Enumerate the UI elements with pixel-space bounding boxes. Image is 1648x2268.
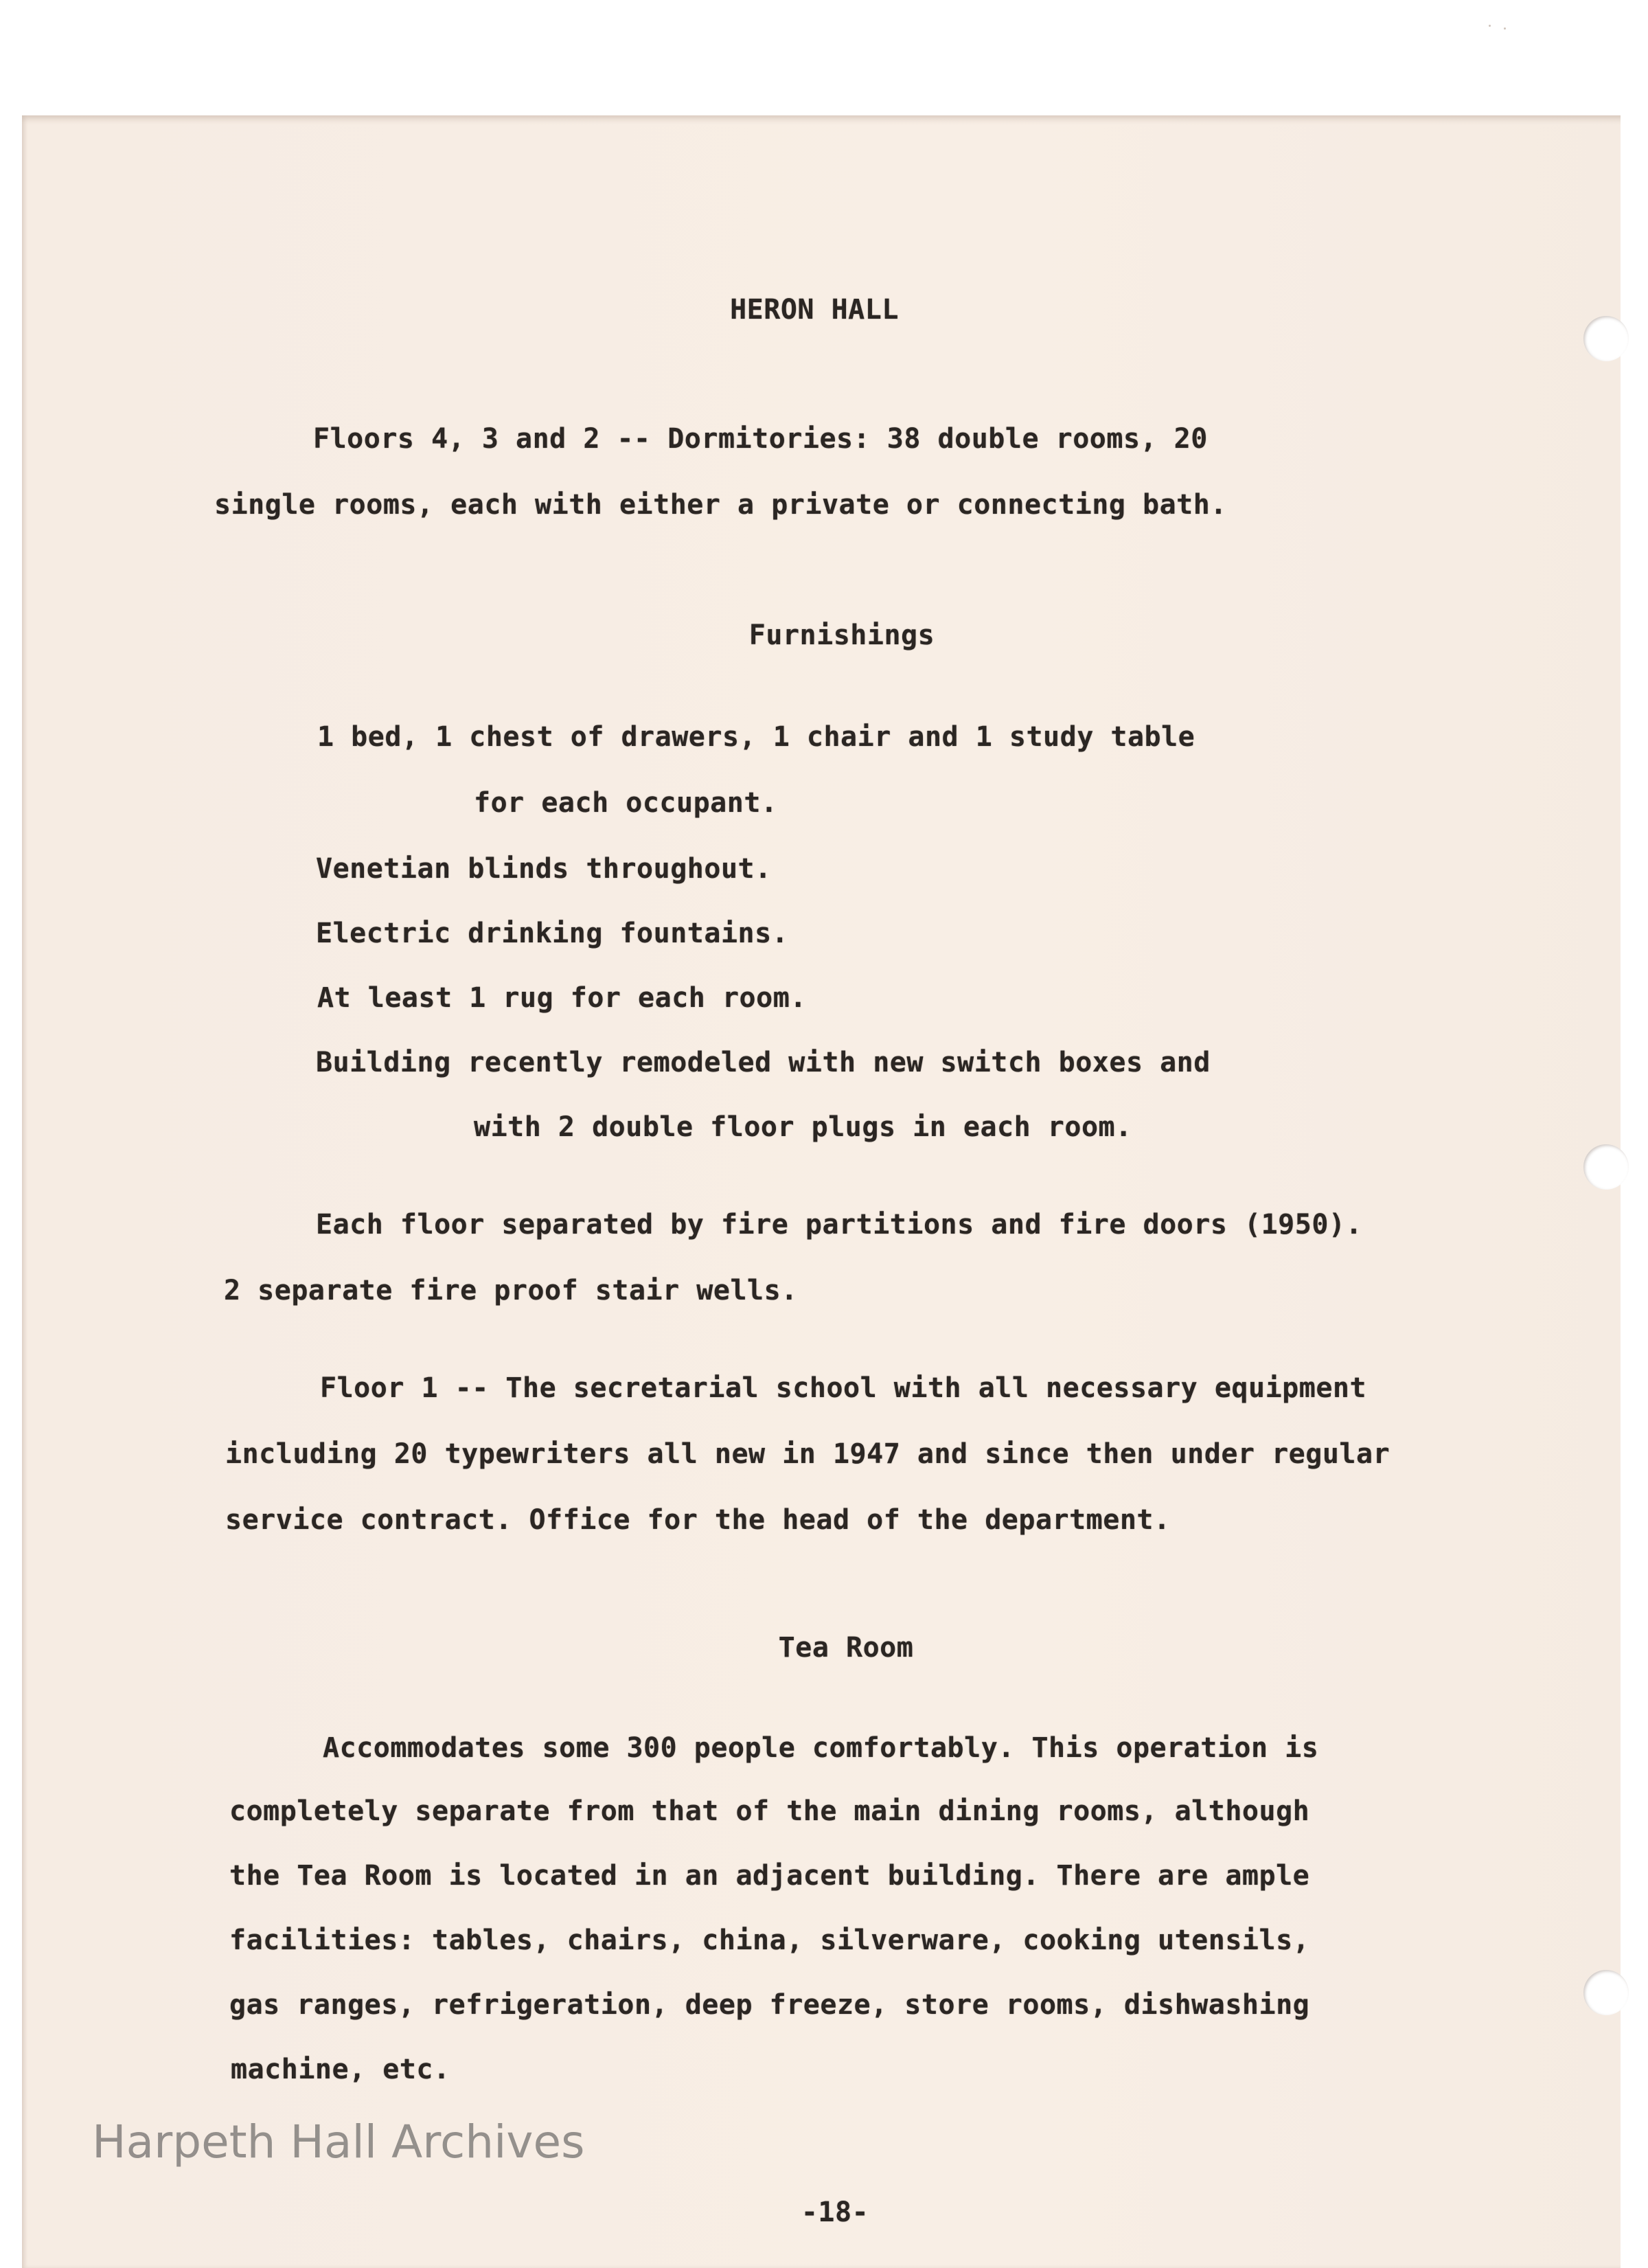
furnishings-item-1: 1 bed, 1 chest of drawers, 1 chair and 1 study table [317, 721, 1195, 753]
fire-line-1: Each floor separated by fire partitions and fire doors (1950). [316, 1209, 1363, 1240]
floor1-line-2: including 20 typewriters all new in 1947 and since then under regular [225, 1438, 1390, 1470]
furnishings-item-1-cont: for each occupant. [474, 787, 778, 819]
punch-hole-middle [1583, 1144, 1629, 1190]
floor1-line-1: Floor 1 -- The secretarial school with all necessary equipment [320, 1372, 1367, 1404]
punch-hole-top [1583, 316, 1629, 361]
punch-hole-bottom [1583, 1970, 1629, 2015]
page-title: HERON HALL [730, 294, 899, 326]
furnishings-item-5-cont: with 2 double floor plugs in each room. [474, 1111, 1132, 1143]
tea-room-line-3: the Tea Room is located in an adjacent building. There are ample [229, 1860, 1310, 1892]
tea-room-line-5: gas ranges, refrigeration, deep freeze, store rooms, dishwashing [229, 1989, 1310, 2021]
tea-room-line-6: machine, etc. [231, 2054, 450, 2085]
tea-room-heading: Tea Room [778, 1632, 914, 1664]
archive-watermark: Harpeth Hall Archives [92, 2116, 585, 2168]
fire-line-2: 2 separate fire proof stair wells. [224, 1275, 798, 1306]
dormitories-line-2: single rooms, each with either a private or connecting bath. [214, 489, 1227, 521]
floor1-line-3: service contract. Office for the head of the department. [225, 1504, 1171, 1536]
paper-speck [1504, 27, 1506, 30]
page-edge [1621, 115, 1648, 2268]
tea-room-line-1: Accommodates some 300 people comfortably. This operation is [323, 1732, 1319, 1764]
furnishings-item-5: Building recently remodeled with new switch boxes and [316, 1047, 1211, 1078]
paper-speck [1489, 25, 1491, 27]
dormitories-line-1: Floors 4, 3 and 2 -- Dormitories: 38 double rooms, 20 [313, 423, 1208, 455]
furnishings-item-2: Venetian blinds throughout. [316, 853, 772, 885]
tea-room-line-2: completely separate from that of the main dining rooms, although [229, 1795, 1310, 1827]
tea-room-line-4: facilities: tables, chairs, china, silverware, cooking utensils, [229, 1925, 1310, 1956]
furnishings-item-3: Electric drinking fountains. [316, 918, 789, 949]
furnishings-item-4: At least 1 rug for each room. [317, 982, 807, 1014]
page-number: -18- [801, 2197, 869, 2228]
furnishings-heading: Furnishings [748, 620, 935, 651]
